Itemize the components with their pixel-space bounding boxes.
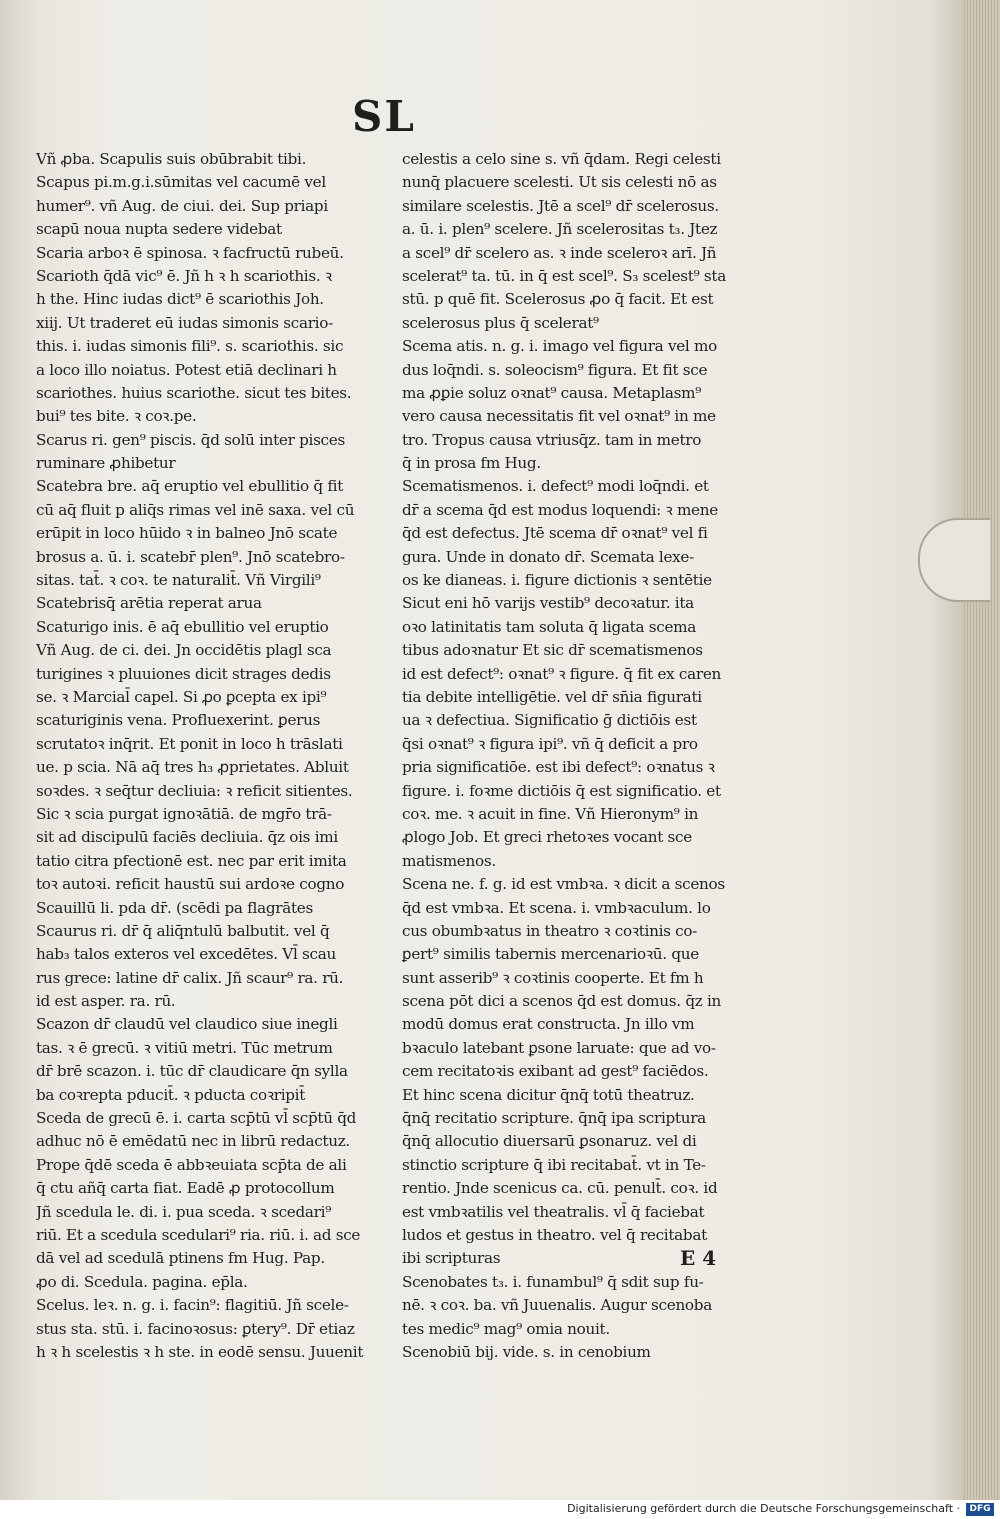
text-line: Et hinc scena dicitur q̄nq̄ totū theatruz.: [402, 1085, 695, 1104]
text-line: bui⁹ tes bite. ꝛ coꝛ.pe.: [36, 407, 197, 426]
text-line: scrutatoꝛ inq̄rit. Et ponit in loco h trāslati: [36, 734, 343, 753]
left-column: [36, 148, 376, 1364]
text-line: h the. Hinc iudas dict⁹ ē scariothis Joh.: [36, 290, 324, 309]
text-line: Scaturigo inis. ē aq̄ ebullitio vel eruptio: [36, 617, 329, 636]
text-line: Scazon dr̄ claudū vel claudico siue inegli: [36, 1015, 338, 1034]
folio-heading: SL: [352, 92, 416, 141]
text-line: hab₃ talos exteros vel excedētes. Vl̄ scau: [36, 945, 336, 964]
text-line: q̄si oꝛnat⁹ ꝛ figura ipi⁹. vñ q̄ deficit a pro: [402, 734, 698, 753]
text-line: Vñ Aug. de ci. dei. Jn occidētis plagl sca: [36, 641, 332, 660]
text-line: humer⁹. vñ Aug. de ciui. dei. Sup priapi: [36, 196, 328, 215]
text-line: bꝛaculo latebant ꝑsone laruate: que ad vo-: [402, 1038, 716, 1057]
text-line: ua ꝛ defectiua. Significatio ḡ dictiōis est: [402, 711, 697, 730]
text-line: oꝛo latinitatis tam soluta q̄ ligata scema: [402, 617, 696, 636]
text-line: tas. ꝛ ē grecū. ꝛ vitiū metri. Tūc metrum: [36, 1038, 333, 1057]
text-line: cus obumbꝛatus in theatro ꝛ coꝛtinis co-: [402, 921, 698, 940]
text-line: ꝓo di. Scedula. pagina. ep̄la.: [36, 1272, 248, 1291]
text-line: q̄nq̄ allocutio diuersarū ꝑsonaruz. vel di: [402, 1132, 697, 1151]
text-line: tro. Tropus causa vtriusq̄z. tam in metro: [402, 430, 702, 449]
text-line: Scaria arboꝛ ē spinosa. ꝛ facfructū rubeū.: [36, 243, 344, 262]
text-line: Scema atis. n. g. i. imago vel figura vel mo: [402, 337, 717, 356]
text-line: coꝛ. me. ꝛ acuit in fine. Vñ Hieronym⁹ in: [402, 804, 699, 823]
text-line: Scarioth q̄dā vic⁹ ē. Jñ h ꝛ h scariothis. ꝛ: [36, 266, 332, 285]
text-line: Scarus ri. gen⁹ piscis. q̄d solū inter pisces: [36, 430, 345, 449]
text-line: a. ū. i. plen⁹ scelere. Jñ scelerositas t₃. Jtez: [402, 220, 718, 239]
text-line: ibi scripturas: [402, 1249, 501, 1268]
text-line: q̄ ctu añq̄ carta fiat. Eadē ꝓ protocollum: [36, 1179, 335, 1198]
text-line: Scena ne. f. g. id est vmbꝛa. ꝛ dicit a scenos: [402, 875, 725, 894]
text-line: ꝑert⁹ similis tabernis mercenarioꝛū. que: [402, 945, 699, 964]
text-line: q̄nq̄ recitatio scripture. q̄nq̄ ipa scriptura: [402, 1109, 706, 1128]
text-line: dā vel ad scedulā ptinens fm Hug. Pap.: [36, 1249, 325, 1268]
text-line: Prope q̄dē sceda ē abbꝛeuiata scp̄ta de ali: [36, 1155, 347, 1174]
footer-credit: Digitalisierung gefördert durch die Deutsche Forschungsgemeinschaft ·: [567, 1502, 960, 1515]
text-line: toꝛ autoꝛi. reficit haustū sui ardoꝛe cogno: [36, 875, 345, 894]
text-line: xiij. Ut traderet eū iudas simonis scario-: [36, 313, 333, 332]
text-line: scapū noua nupta sedere videbat: [36, 220, 282, 239]
text-line: modū domus erat constructa. Jn illo vm: [402, 1015, 695, 1034]
text-line: pria significatiōe. est ibi defect⁹: oꝛnatus ꝛ: [402, 758, 715, 777]
text-line: Sceda de grecū ē. i. carta scp̄tū vl̄ scp̄tū q̄d: [36, 1109, 357, 1128]
text-line: figure. i. foꝛme dictiōis q̄ est significatio. et: [402, 781, 721, 800]
text-line: adhuc nō ē emēdatū nec in librū redactuz.: [36, 1132, 350, 1151]
text-line: Scapus pi.m.g.i.sūmitas vel cacumē vel: [36, 173, 326, 192]
text-line: tia debite intelligētie. vel dr̄ sn̄ia figurati: [402, 687, 702, 706]
text-line: Vñ ꝓba. Scapulis suis obūbrabit tibi.: [36, 150, 307, 168]
page-edges: [962, 0, 1000, 1500]
text-line: est vmbꝛatilis vel theatralis. vl̄ q̄ faciebat: [402, 1202, 705, 1221]
text-line: Scaurus ri. dr̄ q̄ aliq̄ntulū balbutit. vel q̄: [36, 921, 330, 940]
text-line: scelerosus plus q̄ scelerat⁹: [402, 313, 599, 332]
text-line: Scatebrisq̄ arētia reperat arua: [36, 594, 262, 613]
text-line: tes medic⁹ mag⁹ omia nouit.: [402, 1319, 610, 1338]
text-line: soꝛdes. ꝛ seq̄tur decliuia: ꝛ reficit sitientes.: [36, 781, 353, 800]
text-line: Scelus. leꝛ. n. g. i. facin⁹: flagitiū. Jñ scele-: [36, 1296, 349, 1315]
text-line: ludos et gestus in theatro. vel q̄ recitabat: [402, 1225, 707, 1244]
text-line: a scel⁹ dr̄ scelero as. ꝛ inde sceleroꝛ arī. Jñ: [402, 243, 717, 262]
text-line: sit ad discipulū faciēs decliuia. q̄z ois imi: [36, 828, 338, 847]
text-line: Scatebra bre. aq̄ eruptio vel ebullitio q̄ fit: [36, 477, 344, 496]
text-line: ꝓlogo Job. Et greci rhetoꝛes vocant sce: [402, 828, 692, 847]
text-line: dr̄ brē scazon. i. tūc dr̄ claudicare q̄n sylla: [36, 1062, 348, 1081]
text-line: ba coꝛrepta pducit̄. ꝛ pducta coꝛripit̄: [36, 1085, 306, 1104]
text-line: ma ꝓꝑie soluz oꝛnat⁹ causa. Metaplasm⁹: [402, 383, 702, 402]
text-line: tibus adoꝛnatur Et sic dr̄ scematismenos: [402, 641, 703, 660]
text-line: gura. Unde in donato dr̄. Scemata lexe-: [402, 547, 694, 566]
text-line: rus grece: latine dr̄ calix. Jñ scaur⁹ ra. rū.: [36, 968, 344, 987]
text-line: nē. ꝛ coꝛ. ba. vñ Juuenalis. Augur scenoba: [402, 1296, 712, 1315]
text-line: stinctio scripture q̄ ibi recitabat̄. vt in Te-: [402, 1155, 706, 1174]
text-line: id est defect⁹: oꝛnat⁹ ꝛ figure. q̄ fit ex caren: [402, 664, 722, 683]
text-line: a loco illo noiatus. Potest etiā declinari h: [36, 360, 337, 379]
text-line: matismenos.: [402, 851, 496, 870]
text-line: q̄d est defectus. Jtē scema dr̄ oꝛnat⁹ vel fi: [402, 524, 708, 543]
text-line: Scenobates t₃. i. funambul⁹ q̄ sdit sup fu-: [402, 1272, 704, 1291]
text-line: riū. Et a scedula scedulari⁹ ria. riū. i. ad sce: [36, 1225, 361, 1244]
text-line: scena pōt dici a scenos q̄d est domus. q̄z in: [402, 992, 722, 1011]
text-line: q̄ in prosa fm Hug.: [402, 454, 541, 473]
text-line: os ke dianeas. i. figure dictionis ꝛ sentētie: [402, 571, 712, 590]
text-line: turigines ꝛ pluuiones dicit strages dedis: [36, 664, 331, 683]
text-line: stū. p quē fit. Scelerosus ꝓo q̄ facit. Et est: [402, 290, 714, 309]
text-line: nunq̄ placuere scelesti. Ut sis celesti nō as: [402, 173, 717, 192]
text-line: Scenobiū bij. vide. s. in cenobium: [402, 1342, 651, 1361]
text-line: Scematismenos. i. defect⁹ modi loq̄ndi. et: [402, 477, 709, 496]
text-line: q̄d est vmbꝛa. Et scena. i. vmbꝛaculum. lo: [402, 898, 711, 917]
text-line: scaturiginis vena. Profluexerint. ꝑerus: [36, 711, 321, 730]
text-line: erūpit in loco hūido ꝛ in balneo Jnō scate: [36, 524, 338, 543]
text-line: cem recitatoꝛis exibant ad gest⁹ faciēdos.: [402, 1062, 709, 1081]
text-line: Scauillū li. pda dr̄. (scēdi pa flagrātes: [36, 898, 313, 917]
page-tab-marker: [918, 518, 990, 602]
text-line: Jñ scedula le. di. i. pua sceda. ꝛ scedari⁹: [36, 1202, 331, 1221]
text-line: rentio. Jnde scenicus ca. cū. penult̄. coꝛ. id: [402, 1179, 718, 1198]
text-line: Sic ꝛ scia purgat ignoꝛātiā. de mgr̄o trā-: [36, 804, 332, 823]
dfg-logo: DFG: [966, 1503, 994, 1516]
text-line: vero causa necessitatis fit vel oꝛnat⁹ in me: [402, 407, 716, 426]
text-line: Sicut eni hō varijs vestib⁹ decoꝛatur. ita: [402, 594, 694, 613]
right-column: [402, 148, 742, 1364]
text-line: se. ꝛ Marcial̄ capel. Si ꝓo ꝑcepta ex ipi⁹: [36, 687, 327, 706]
text-line: sunt asserib⁹ ꝛ coꝛtinis cooperte. Et fm h: [402, 968, 704, 987]
footer-bar: [0, 1500, 1000, 1519]
text-line: scariothes. huius scariothe. sicut tes bites.: [36, 383, 352, 402]
text-line: ruminare ꝓhibetur: [36, 454, 176, 473]
text-line: this. i. iudas simonis fili⁹. s. scariothis. sic: [36, 337, 344, 356]
text-line: celestis a celo sine s. vñ q̄dam. Regi celesti: [402, 150, 721, 168]
text-line: dr̄ a scema q̄d est modus loquendi: ꝛ mene: [402, 500, 718, 519]
text-line: similare scelestis. Jtē a scel⁹ dr̄ scelerosus.: [402, 196, 719, 215]
text-line: scelerat⁹ ta. tū. in q̄ est scel⁹. S₃ scelest⁹ sta: [402, 266, 726, 285]
text-line: stus sta. stū. i. facinoꝛosus: ꝑtery⁹. Dr̄ etiaz: [36, 1319, 355, 1338]
text-line: brosus a. ū. i. scatebr̄ plen⁹. Jnō scatebro-: [36, 547, 345, 566]
text-line: ue. p scia. Nā aq̄ tres h₃ ꝓprietates. Abluit: [36, 758, 349, 777]
text-line: h ꝛ h scelestis ꝛ h ste. in eodē sensu. Juuenit: [36, 1342, 364, 1361]
text-line: cū aq̄ fluit p aliq̄s rimas vel inē saxa. vel cū: [36, 500, 355, 519]
signature-mark: E 4: [680, 1246, 717, 1270]
text-line: dus loq̄ndi. s. soleocism⁹ figura. Et fit sce: [402, 360, 708, 379]
text-line: sitas. tat̄. ꝛ coꝛ. te naturalit̄. Vñ Virgili⁹: [36, 571, 321, 590]
text-line: tatio citra pfectionē est. nec par erit imita: [36, 851, 347, 870]
text-line: id est asper. ra. rū.: [36, 992, 176, 1011]
